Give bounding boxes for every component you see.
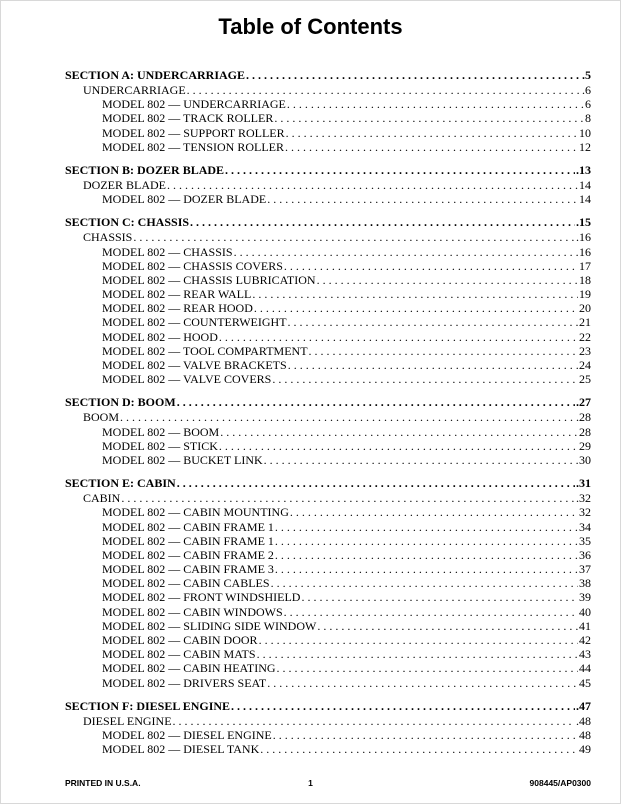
dot-leader bbox=[275, 534, 578, 548]
toc-section-entry-label: SECTION E: CABIN bbox=[65, 476, 176, 491]
toc-item-entry-page: 16 bbox=[579, 244, 591, 259]
toc-item-entry-page: 42 bbox=[579, 633, 591, 647]
dot-leader bbox=[220, 425, 578, 439]
toc-item-entry[interactable] bbox=[65, 259, 591, 273]
toc-item-entry-label: MODEL 802 — DIESEL TANK bbox=[102, 742, 260, 757]
toc-subsection-entry[interactable] bbox=[65, 410, 591, 424]
dot-leader bbox=[177, 395, 575, 410]
toc-item-entry-page: 10 bbox=[579, 125, 591, 140]
dot-leader bbox=[274, 111, 584, 125]
toc-item-entry-label: MODEL 802 — CABIN WINDOWS bbox=[102, 604, 283, 619]
dot-leader bbox=[121, 491, 575, 505]
toc-section-group bbox=[65, 163, 591, 206]
dot-leader bbox=[177, 476, 575, 491]
toc-item-entry[interactable] bbox=[65, 245, 591, 259]
dot-leader bbox=[275, 548, 578, 562]
toc-item-entry-page: 38 bbox=[579, 576, 591, 591]
dot-leader bbox=[301, 590, 578, 604]
toc-item-entry[interactable] bbox=[65, 676, 591, 690]
toc-item-entry-page: 20 bbox=[579, 301, 591, 316]
dot-leader bbox=[120, 410, 575, 424]
toc-subsection-entry[interactable] bbox=[65, 178, 591, 192]
dot-leader bbox=[273, 728, 578, 742]
toc-section-entry-page: .5 bbox=[582, 68, 591, 82]
toc-item-entry[interactable] bbox=[65, 372, 591, 386]
dot-leader bbox=[272, 372, 578, 386]
toc-section-entry[interactable] bbox=[65, 476, 591, 491]
toc-item-entry[interactable] bbox=[65, 140, 591, 154]
dot-leader bbox=[225, 163, 575, 178]
table-of-contents bbox=[65, 68, 591, 765]
dot-leader bbox=[190, 215, 575, 230]
toc-item-entry[interactable] bbox=[65, 728, 591, 742]
toc-subsection-entry-page: .6 bbox=[582, 83, 591, 97]
dot-leader bbox=[309, 344, 578, 358]
toc-item-entry[interactable] bbox=[65, 97, 591, 111]
dot-leader bbox=[287, 97, 584, 111]
toc-item-entry-page: 40 bbox=[579, 604, 591, 619]
toc-subsection-entry[interactable] bbox=[65, 83, 591, 97]
page-title: Table of Contents bbox=[218, 14, 403, 39]
dot-leader bbox=[231, 699, 575, 714]
toc-subsection-entry-page: .16 bbox=[576, 230, 591, 245]
toc-item-entry[interactable] bbox=[65, 742, 591, 756]
toc-section-group bbox=[65, 395, 591, 467]
toc-item-entry-page: 23 bbox=[579, 343, 591, 358]
dot-leader bbox=[317, 273, 578, 287]
toc-section-entry[interactable] bbox=[65, 215, 591, 230]
toc-item-entry-page: 14 bbox=[579, 192, 591, 207]
toc-item-entry-label: MODEL 802 — CHASSIS COVERS bbox=[102, 258, 283, 273]
dot-leader bbox=[173, 714, 575, 728]
toc-subsection-entry[interactable] bbox=[65, 714, 591, 728]
toc-item-entry-label: MODEL 802 — SUPPORT ROLLER bbox=[102, 125, 285, 140]
toc-subsection-entry-label: BOOM bbox=[83, 410, 120, 425]
toc-section-entry-label: SECTION F: DIESEL ENGINE bbox=[65, 698, 231, 713]
toc-item-entry-page: 41 bbox=[579, 618, 591, 633]
toc-section-entry-page: .15 bbox=[576, 215, 591, 230]
dot-leader bbox=[246, 68, 581, 83]
toc-item-entry[interactable] bbox=[65, 548, 591, 562]
dot-leader bbox=[275, 562, 578, 576]
toc-item-entry-label: MODEL 802 — CABIN CABLES bbox=[102, 576, 270, 591]
toc-item-entry[interactable] bbox=[65, 273, 591, 287]
dot-leader bbox=[267, 192, 578, 206]
toc-item-entry-label: MODEL 802 — COUNTERWEIGHT bbox=[102, 315, 287, 330]
toc-item-entry[interactable] bbox=[65, 425, 591, 439]
toc-item-entry-label: MODEL 802 — CHASSIS LUBRICATION bbox=[102, 272, 316, 287]
toc-item-entry-page: 6 bbox=[585, 97, 591, 112]
toc-item-entry[interactable] bbox=[65, 520, 591, 534]
toc-item-entry[interactable] bbox=[65, 192, 591, 206]
toc-item-entry-label: MODEL 802 — CABIN FRAME 1 bbox=[102, 519, 274, 534]
toc-item-entry[interactable] bbox=[65, 330, 591, 344]
toc-item-entry-page: 35 bbox=[579, 533, 591, 548]
toc-item-entry-page: 36 bbox=[579, 547, 591, 562]
dot-leader bbox=[290, 505, 578, 519]
toc-subsection-entry[interactable] bbox=[65, 491, 591, 505]
toc-item-entry-page: 39 bbox=[579, 590, 591, 605]
toc-section-entry[interactable] bbox=[65, 699, 591, 714]
toc-item-entry-label: MODEL 802 — CABIN MATS bbox=[102, 647, 256, 662]
toc-item-entry[interactable] bbox=[65, 661, 591, 675]
dot-leader bbox=[286, 126, 578, 140]
toc-item-entry[interactable] bbox=[65, 126, 591, 140]
toc-section-entry-page: .47 bbox=[576, 698, 591, 713]
dot-leader bbox=[219, 330, 578, 344]
toc-item-entry[interactable] bbox=[65, 590, 591, 604]
toc-section-group bbox=[65, 476, 591, 690]
toc-item-entry-label: MODEL 802 — VALVE BRACKETS bbox=[102, 358, 287, 372]
dot-leader bbox=[285, 140, 578, 154]
toc-item-entry-page: 12 bbox=[579, 139, 591, 154]
toc-section-entry-page: .27 bbox=[576, 395, 591, 410]
toc-item-entry-page: 48 bbox=[579, 727, 591, 742]
toc-item-entry-label: MODEL 802 — REAR WALL bbox=[102, 287, 252, 302]
dot-leader bbox=[288, 315, 578, 329]
toc-section-group bbox=[65, 215, 591, 386]
toc-item-entry-page: 34 bbox=[579, 519, 591, 534]
toc-section-entry-label: SECTION A: UNDERCARRIAGE bbox=[65, 68, 246, 82]
toc-subsection-entry-page: .32 bbox=[576, 491, 591, 506]
dot-leader bbox=[277, 661, 578, 675]
toc-item-entry[interactable] bbox=[65, 562, 591, 576]
dot-leader bbox=[271, 576, 578, 590]
toc-item-entry-label: MODEL 802 — BUCKET LINK bbox=[102, 452, 263, 467]
toc-item-entry-label: MODEL 802 — UNDERCARRIAGE bbox=[102, 97, 286, 112]
toc-subsection-entry-page: .28 bbox=[576, 410, 591, 425]
toc-item-entry-page: 45 bbox=[579, 675, 591, 690]
toc-section-entry-label: SECTION B: DOZER BLADE bbox=[65, 162, 225, 177]
toc-item-entry[interactable] bbox=[65, 576, 591, 590]
toc-item-entry-label: MODEL 802 — CABIN MOUNTING bbox=[102, 505, 289, 520]
toc-item-entry[interactable] bbox=[65, 453, 591, 467]
toc-item-entry-label: MODEL 802 — BOOM bbox=[102, 424, 220, 439]
toc-item-entry-label: MODEL 802 — CABIN FRAME 1 bbox=[102, 533, 274, 548]
toc-item-entry[interactable] bbox=[65, 358, 591, 372]
dot-leader bbox=[317, 619, 578, 633]
dot-leader bbox=[219, 439, 578, 453]
toc-item-entry-label: MODEL 802 — DOZER BLADE bbox=[102, 192, 267, 207]
toc-item-entry-label: MODEL 802 — CABIN DOOR bbox=[102, 633, 258, 647]
toc-item-entry-label: MODEL 802 — HOOD bbox=[102, 329, 218, 344]
toc-subsection-entry-label: DOZER BLADE bbox=[83, 177, 166, 192]
toc-section-entry-label: SECTION C: CHASSIS bbox=[65, 215, 190, 230]
toc-item-entry-page: 19 bbox=[579, 287, 591, 302]
toc-section-group bbox=[65, 699, 591, 757]
dot-leader bbox=[288, 358, 578, 372]
toc-item-entry[interactable] bbox=[65, 111, 591, 125]
dot-leader bbox=[167, 178, 578, 192]
toc-item-entry-page: 22 bbox=[579, 329, 591, 344]
dot-leader bbox=[254, 301, 578, 315]
toc-item-entry-label: MODEL 802 — VALVE COVERS bbox=[102, 372, 272, 387]
toc-item-entry-page: 8 bbox=[585, 111, 591, 126]
dot-leader bbox=[284, 605, 578, 619]
footer-page-number: 1 bbox=[308, 778, 313, 788]
toc-subsection-entry-page: .48 bbox=[576, 713, 591, 728]
dot-leader bbox=[187, 83, 581, 97]
dot-leader bbox=[267, 676, 578, 690]
toc-section-entry[interactable] bbox=[65, 163, 591, 178]
toc-item-entry-page: 21 bbox=[579, 315, 591, 330]
toc-subsection-entry-label: CHASSIS bbox=[83, 230, 133, 245]
dot-leader bbox=[257, 647, 578, 661]
toc-item-entry-page: 37 bbox=[579, 562, 591, 577]
toc-subsection-entry-page: 14 bbox=[579, 177, 591, 192]
toc-item-entry[interactable] bbox=[65, 534, 591, 548]
toc-item-entry-page: 44 bbox=[579, 661, 591, 676]
toc-item-entry[interactable] bbox=[65, 315, 591, 329]
toc-item-entry-label: MODEL 802 — STICK bbox=[102, 438, 218, 453]
toc-subsection-entry[interactable] bbox=[65, 230, 591, 244]
dot-leader bbox=[284, 259, 578, 273]
toc-item-entry-page: 49 bbox=[579, 742, 591, 757]
toc-section-group bbox=[65, 68, 591, 154]
toc-item-entry[interactable] bbox=[65, 439, 591, 453]
dot-leader bbox=[133, 230, 575, 244]
toc-section-entry-page: .13 bbox=[576, 162, 591, 177]
dot-leader bbox=[264, 453, 578, 467]
toc-item-entry-page: 18 bbox=[579, 272, 591, 287]
toc-item-entry-label: MODEL 802 — TENSION ROLLER bbox=[102, 139, 284, 154]
toc-section-entry-page: .31 bbox=[576, 476, 591, 491]
toc-item-entry-page: 28 bbox=[579, 424, 591, 439]
toc-item-entry-label: MODEL 802 — SLIDING SIDE WINDOW bbox=[102, 618, 317, 633]
toc-subsection-entry-label: DIESEL ENGINE bbox=[83, 713, 172, 728]
toc-item-entry[interactable] bbox=[65, 505, 591, 519]
toc-item-entry-label: MODEL 802 — REAR HOOD bbox=[102, 301, 253, 316]
dot-leader bbox=[259, 633, 578, 647]
toc-item-entry-label: MODEL 802 — TRACK ROLLER bbox=[102, 111, 274, 126]
footer-printed-in: PRINTED IN U.S.A. bbox=[65, 778, 141, 788]
toc-item-entry[interactable] bbox=[65, 605, 591, 619]
toc-item-entry[interactable] bbox=[65, 301, 591, 315]
toc-item-entry-label: MODEL 802 — DRIVERS SEAT bbox=[102, 675, 267, 690]
dot-leader bbox=[275, 520, 578, 534]
dot-leader bbox=[252, 287, 578, 301]
toc-item-entry-label: MODEL 802 — DIESEL ENGINE bbox=[102, 727, 272, 742]
toc-section-entry[interactable] bbox=[65, 68, 591, 83]
toc-item-entry[interactable] bbox=[65, 344, 591, 358]
toc-item-entry-page: 30 bbox=[579, 452, 591, 467]
toc-item-entry-label: MODEL 802 — CHASSIS bbox=[102, 244, 233, 259]
toc-item-entry-page: 29 bbox=[579, 438, 591, 453]
dot-leader bbox=[234, 245, 578, 259]
toc-item-entry-page: 25 bbox=[579, 372, 591, 387]
toc-item-entry[interactable] bbox=[65, 287, 591, 301]
toc-item-entry[interactable] bbox=[65, 647, 591, 661]
toc-item-entry-page: 32 bbox=[579, 505, 591, 520]
toc-subsection-entry-label: CABIN bbox=[83, 491, 121, 506]
dot-leader bbox=[260, 742, 578, 756]
toc-item-entry-label: MODEL 802 — CABIN HEATING bbox=[102, 661, 276, 676]
toc-item-entry-page: 43 bbox=[579, 647, 591, 662]
toc-item-entry-label: MODEL 802 — CABIN FRAME 2 bbox=[102, 547, 274, 562]
toc-item-entry[interactable] bbox=[65, 619, 591, 633]
toc-section-entry[interactable] bbox=[65, 395, 591, 410]
toc-item-entry-page: 17 bbox=[579, 258, 591, 273]
toc-subsection-entry-label: UNDERCARRIAGE bbox=[83, 83, 186, 97]
toc-item-entry-label: MODEL 802 — CABIN FRAME 3 bbox=[102, 562, 274, 577]
toc-item-entry-label: MODEL 802 — FRONT WINDSHIELD bbox=[102, 590, 301, 605]
toc-item-entry[interactable] bbox=[65, 633, 591, 647]
toc-section-entry-label: SECTION D: BOOM bbox=[65, 395, 176, 410]
toc-item-entry-label: MODEL 802 — TOOL COMPARTMENT bbox=[102, 343, 308, 358]
toc-item-entry-page: 24 bbox=[579, 358, 591, 372]
footer-doc-code: 908445/AP0300 bbox=[529, 778, 591, 788]
